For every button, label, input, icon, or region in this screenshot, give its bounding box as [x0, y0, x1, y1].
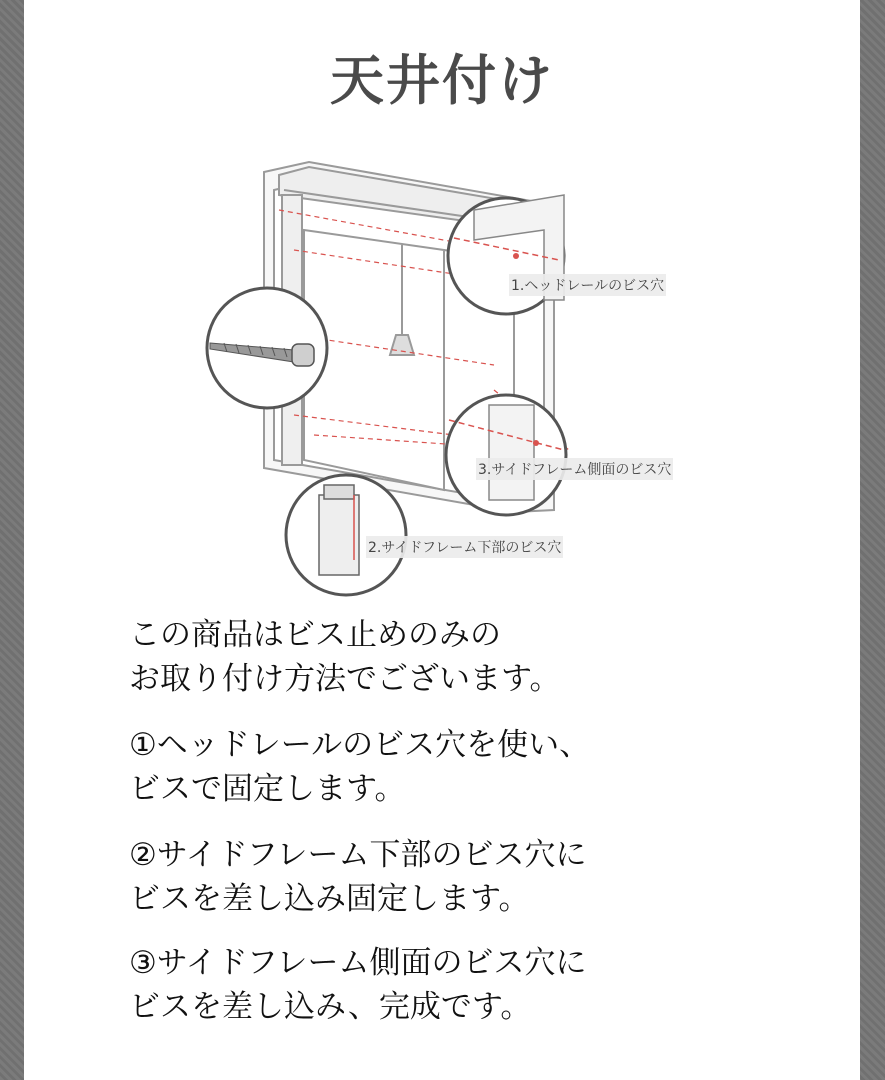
callout-side-frame-bottom-hole: 2.サイドフレーム下部のビス穴 [366, 536, 563, 558]
paragraph-step-2: ②サイドフレーム下部のビス穴に ビスを差し込み固定します。 [129, 837, 587, 917]
paragraph-step-3: ③サイドフレーム側面のビス穴に ビスを差し込み、完成です。 [129, 945, 587, 1025]
paragraph-step-1: ①ヘッドレールのビス穴を使い、 ビスで固定します。 [129, 727, 591, 807]
callout-side-frame-side-hole: 3.サイドフレーム側面のビス穴 [476, 458, 673, 480]
blind-frame-illustration [24, 150, 860, 600]
zoom-head-rail [448, 195, 564, 314]
content-card [24, 0, 860, 1080]
zoom-screw [207, 288, 327, 408]
callout-head-rail-hole: 1.ヘッドレールのビス穴 [509, 274, 666, 296]
zoom-side-frame-side [446, 395, 566, 515]
installation-diagram [24, 150, 860, 600]
zoom-side-frame-bottom [286, 475, 406, 595]
page-title: 天井付け [330, 49, 554, 112]
paragraph-intro: この商品はビス止めのみの お取り付け方法でございます。 [129, 617, 561, 697]
